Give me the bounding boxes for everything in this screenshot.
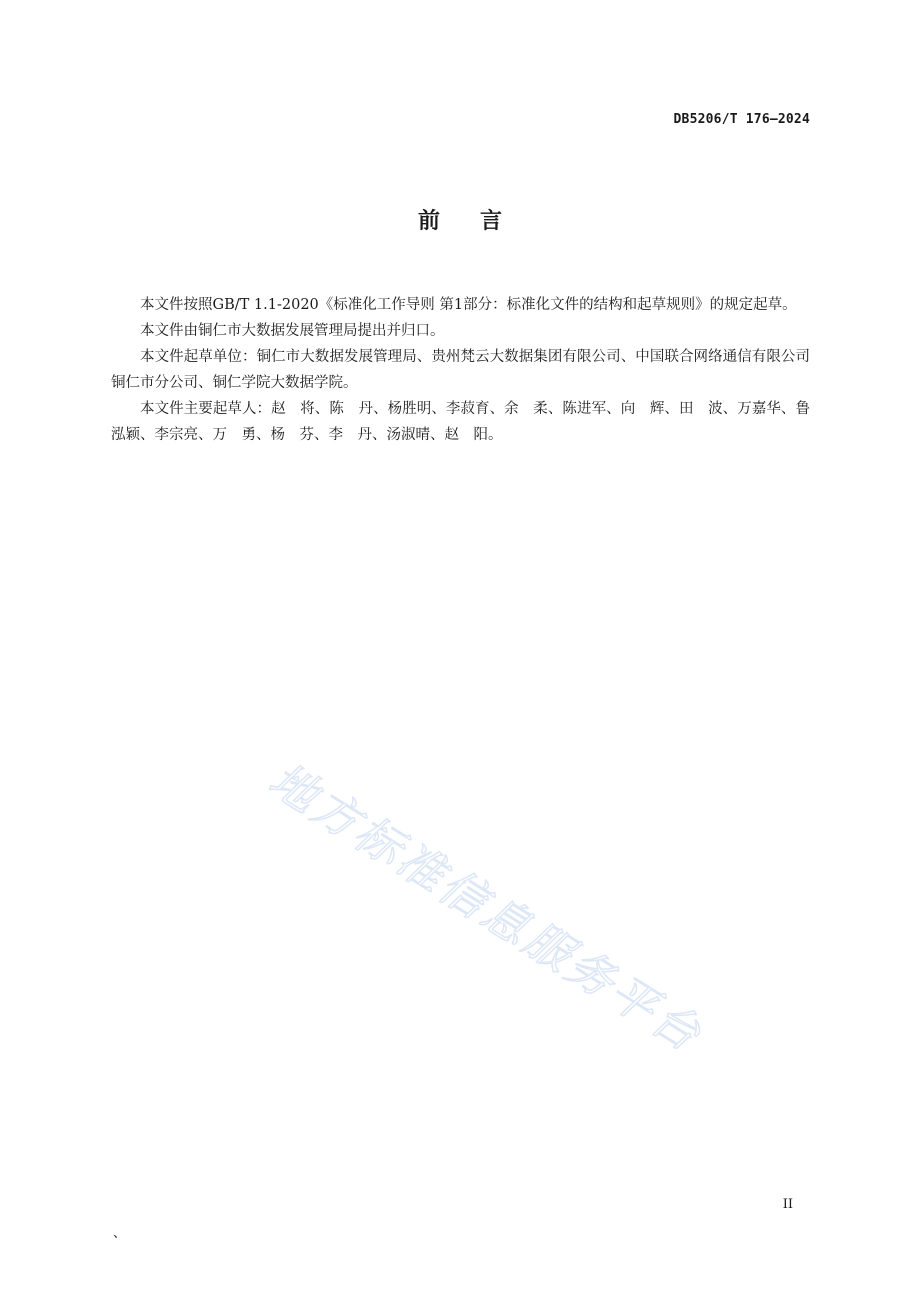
paragraph-drafting-basis: 本文件按照GB/T 1.1-2020《标准化工作导则 第1部分：标准化文件的结构和起草规则》的规定起草。 bbox=[140, 297, 797, 313]
page-title: 前言 bbox=[417, 209, 542, 234]
corner-mark: 、 bbox=[113, 1226, 127, 1241]
document-code: DB5206/T 176—2024 bbox=[673, 112, 810, 127]
paragraph-drafters: 本文件主要起草人：赵 将、陈 丹、杨胜明、李菽育、余 柔、陈进军、向 辉、田 波、万嘉华、鲁泓颖、李宗亮、万 勇、杨 芬、李 丹、汤淑晴、赵 阳。 bbox=[111, 401, 810, 443]
paragraph-drafting-units: 本文件起草单位：铜仁市大数据发展管理局、贵州梵云大数据集团有限公司、中国联合网络通信有限公司铜仁市分公司、铜仁学院大数据学院。 bbox=[111, 349, 810, 391]
watermark: 地方标准信息服务平台 bbox=[260, 752, 713, 1063]
preface-body bbox=[111, 292, 810, 448]
paragraph-proposer: 本文件由铜仁市大数据发展管理局提出并归口。 bbox=[140, 323, 445, 339]
page-number: II bbox=[782, 1197, 793, 1212]
